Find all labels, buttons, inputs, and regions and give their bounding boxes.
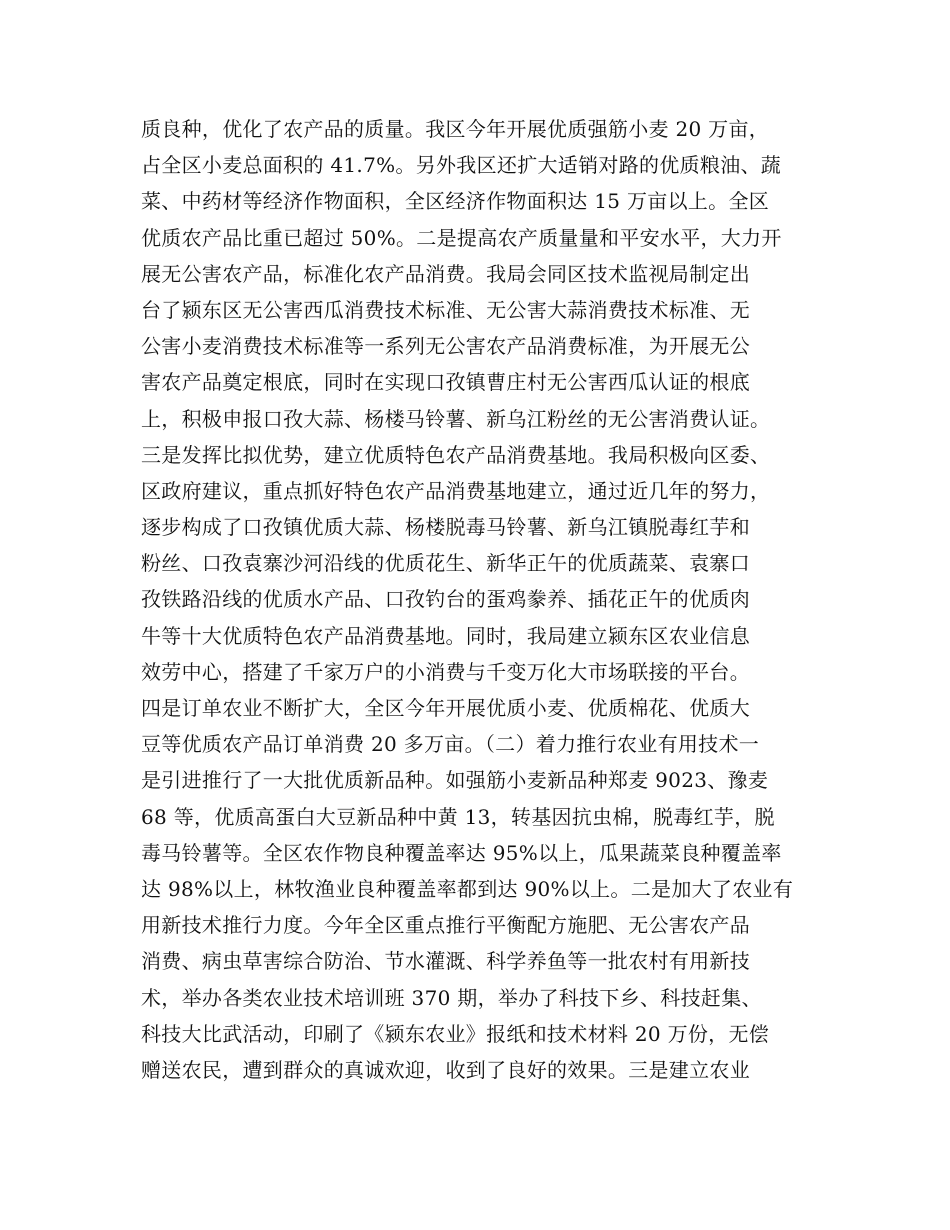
text-line: 达 98%以上，林牧渔业良种覆盖率都到达 90%以上。二是加大了农业有 [141, 876, 794, 901]
text-line: 牛等十大优质特色农产品消费基地。同时，我局建立颍东区农业信息 [141, 623, 750, 648]
text-line: 消费、病虫草害综合防治、节水灌溉、科学养鱼等一批农村有用新技 [141, 949, 750, 974]
text-line: 用新技术推行力度。今年全区重点推行平衡配方施肥、无公害农产品 [141, 913, 750, 938]
text-line: 效劳中心，搭建了千家万户的小消费与千变万化大市场联接的平台。 [141, 659, 750, 684]
text-line: 四是订单农业不断扩大，全区今年开展优质小麦、优质棉花、优质大 [141, 696, 750, 720]
text-line: 三是发挥比拟优势，建立优质特色农产品消费基地。我局积极向区委、 [141, 442, 771, 467]
text-line: 毒马铃薯等。全区农作物良种覆盖率达 95%以上，瓜果蔬菜良种覆盖率 [141, 840, 782, 865]
text-line: 术，举办各类农业技术培训班 370 期，举办了科技下乡、科技赶集、 [141, 985, 762, 1010]
text-line: 区政府建议，重点抓好特色农产品消费基地建立，通过近几年的努力， [141, 478, 771, 503]
text-line: 害农产品奠定根底，同时在实现口孜镇曹庄村无公害西瓜认证的根底 [141, 370, 750, 395]
text-line: 逐步构成了口孜镇优质大蒜、杨楼脱毒马铃薯、新乌江镇脱毒红芋和 [141, 515, 750, 540]
text-line: 菜、中药材等经济作物面积，全区经济作物面积达 15 万亩以上。全区 [141, 189, 770, 214]
text-line: 上，积极申报口孜大蒜、杨楼马铃薯、新乌江粉丝的无公害消费认证。 [141, 406, 771, 431]
text-line: 优质农产品比重已超过 50%。二是提高农产质量量和平安水平，大力开 [141, 225, 782, 250]
text-line: 是引进推行了一大批优质新品种。如强筋小麦新品种郑麦 9023、豫麦 [141, 768, 769, 793]
text-line: 68 等，优质高蛋白大豆新品种中黄 13，转基因抗虫棉，脱毒红芋，脱 [141, 804, 775, 829]
text-line: 豆等优质农产品订单消费 20 多万亩。（二）着力推行农业有用技术一 [141, 732, 760, 757]
text-line: 赠送农民，遭到群众的真诚欢迎，收到了良好的效果。三是建立农业 [141, 1057, 750, 1082]
text-line: 孜铁路沿线的优质水产品、口孜钓台的蛋鸡豢养、插花正午的优质肉 [141, 587, 750, 612]
text-line: 占全区小麦总面积的 41.7%。另外我区还扩大适销对路的优质粮油、蔬 [141, 153, 782, 178]
text-line: 台了颍东区无公害西瓜消费技术标准、无公害大蒜消费技术标准、无 [141, 297, 750, 322]
body-text [141, 111, 831, 1088]
text-line: 展无公害农产品，标准化农产品消费。我局会同区技术监视局制定出 [141, 261, 750, 286]
text-line: 公害小麦消费技术标准等一系列无公害农产品消费标准，为开展无公 [141, 334, 750, 359]
text-line: 粉丝、口孜袁寨沙河沿线的优质花生、新华正午的优质蔬菜、袁寨口 [141, 551, 750, 576]
text-line: 质良种，优化了农产品的质量。我区今年开展优质强筋小麦 20 万亩， [141, 117, 770, 141]
text-line: 科技大比武活动，印刷了《颍东农业》报纸和技术材料 20 万份，无偿 [141, 1021, 770, 1046]
